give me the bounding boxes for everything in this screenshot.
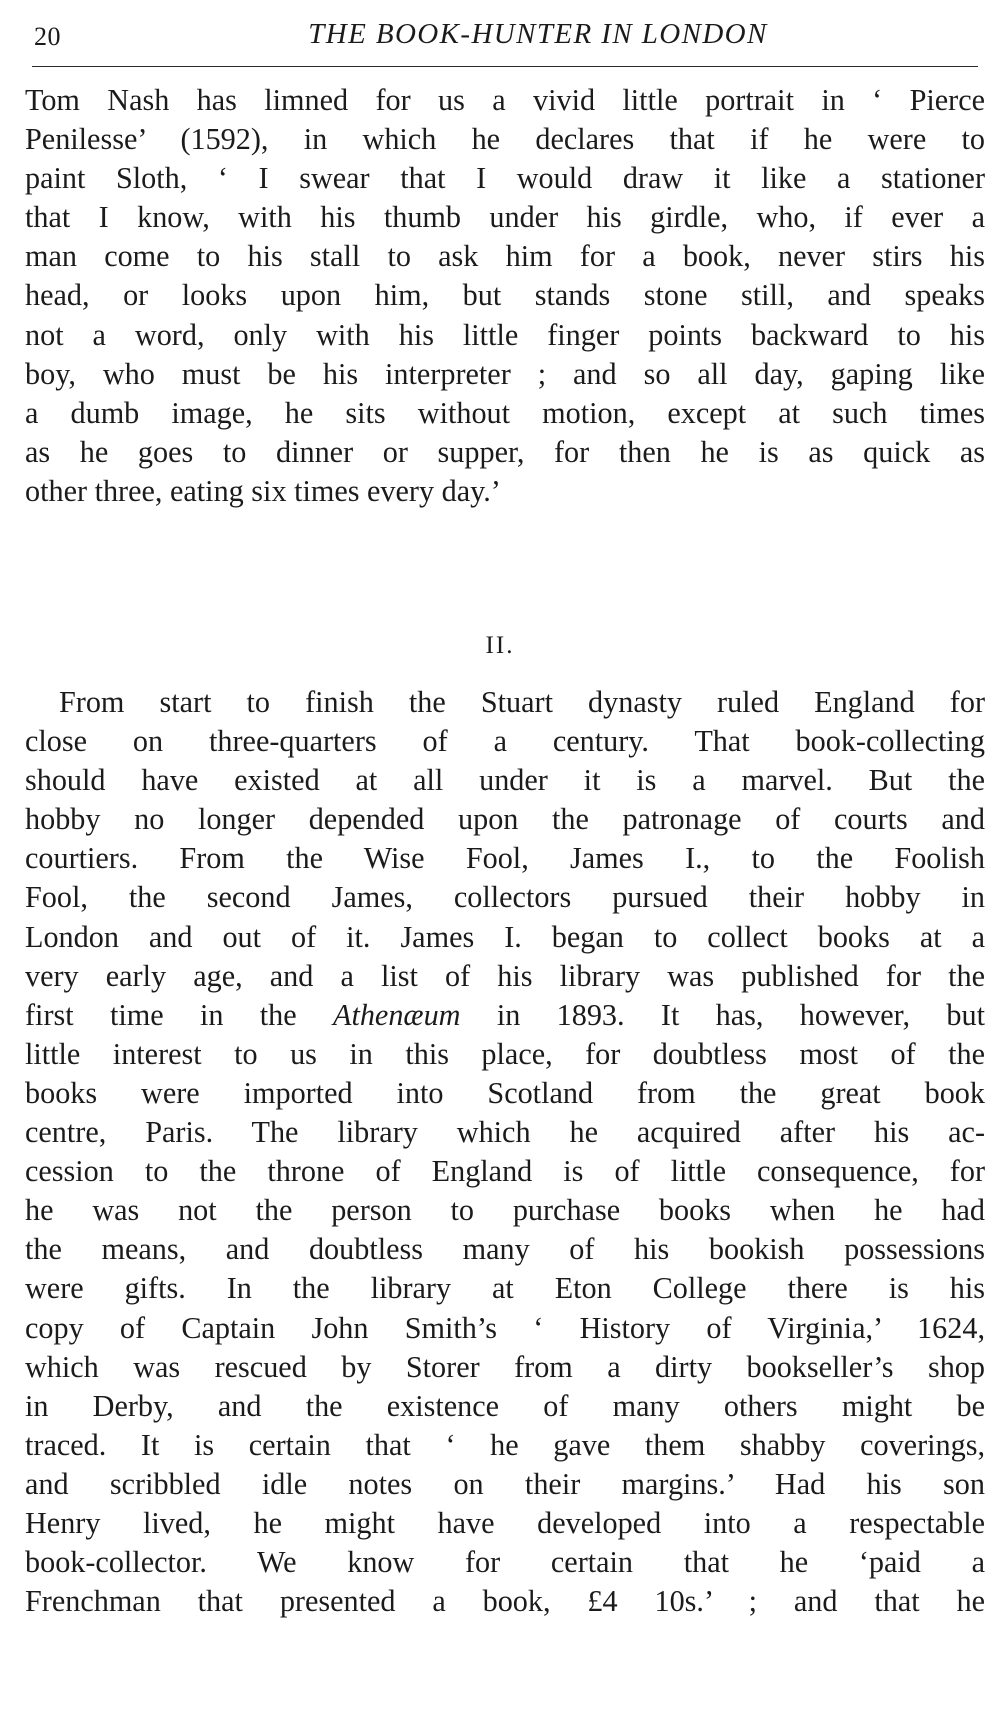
text-line: paint Sloth, ‘ I swear that I would draw it like a stationer: [25, 161, 985, 196]
text-line: London and out of it. James I. began to collect books at a: [25, 919, 985, 954]
section-heading: II.: [485, 632, 515, 659]
text-line: books were imported into Scotland from the great book: [25, 1075, 985, 1110]
text-line: Penilesse’ (1592), in which he declares that if he were to: [25, 122, 985, 157]
paragraph-2: [25, 683, 985, 1621]
text-line: courtiers. From the Wise Fool, James I., to the Foolish: [25, 841, 985, 876]
text-line: he was not the person to purchase books when he had: [25, 1193, 985, 1228]
text-line: centre, Paris. The library which he acquired after his ac-: [25, 1115, 985, 1150]
text-segment: first time in the: [25, 997, 297, 1032]
text-line: hobby no longer depended upon the patronage of courts and: [25, 802, 985, 837]
text-line: the means, and doubtless many of his bookish possessions: [25, 1232, 985, 1267]
text-line: book-collector. We know for certain that he ‘paid a: [25, 1545, 985, 1580]
running-title: THE BOOK-HUNTER IN LONDON: [308, 18, 768, 50]
text-line: Henry lived, he might have developed into a respectable: [25, 1505, 985, 1540]
text-line: copy of Captain John Smith’s ‘ History of Virginia,’ 1624,: [25, 1310, 985, 1345]
text-line: a dumb image, he sits without motion, except at such times: [25, 395, 985, 430]
text-line: were gifts. In the library at Eton College there is his: [25, 1271, 985, 1306]
text-line: From start to finish the Stuart dynasty ruled England for: [59, 685, 985, 719]
text-line: little interest to us in this place, for doubtless most of the: [25, 1036, 985, 1071]
text-line: not a word, only with his little finger points backward to his: [25, 317, 985, 352]
text-line-with-title: [25, 996, 985, 1035]
text-line: close on three-quarters of a century. That book-collecting: [25, 724, 985, 759]
text-line: which was rescued by Storer from a dirty bookseller’s shop: [25, 1349, 985, 1384]
text-line: that I know, with his thumb under his girdle, who, if ever a: [25, 200, 985, 235]
text-line: in Derby, and the existence of many others might be: [25, 1388, 985, 1423]
text-segment: in 1893. It has, however, but: [496, 997, 985, 1032]
text-line: traced. It is certain that ‘ he gave them shabby coverings,: [25, 1427, 985, 1462]
text-line: as he goes to dinner or supper, for then he is as quick as: [25, 434, 985, 469]
text-line: should have existed at all under it is a marvel. But the: [25, 763, 985, 798]
text-line: Tom Nash has limned for us a vivid little portrait in ‘ Pierce: [25, 83, 985, 117]
page-number: 20: [34, 22, 61, 51]
text-line: and scribbled idle notes on their margins.’ Had his son: [25, 1466, 985, 1501]
paragraph-1: [25, 81, 985, 511]
text-line: boy, who must be his interpreter ; and so all day, gaping like: [25, 356, 985, 391]
text-line: Frenchman that presented a book, £4 10s.’ ; and that he: [25, 1584, 985, 1619]
text-line: man come to his stall to ask him for a book, never stirs his: [25, 239, 985, 274]
text-line: cession to the throne of England is of little consequence, for: [25, 1154, 985, 1189]
text-line: very early age, and a list of his library was published for the: [25, 958, 985, 993]
text-line: Fool, the second James, collectors pursued their hobby in: [25, 880, 985, 915]
periodical-title: Athenæum: [333, 997, 461, 1032]
text-line: other three, eating six times every day.’: [25, 473, 501, 508]
header-rule: [32, 66, 978, 67]
running-head: [28, 14, 988, 54]
text-line: head, or looks upon him, but stands stone still, and speaks: [25, 278, 985, 313]
